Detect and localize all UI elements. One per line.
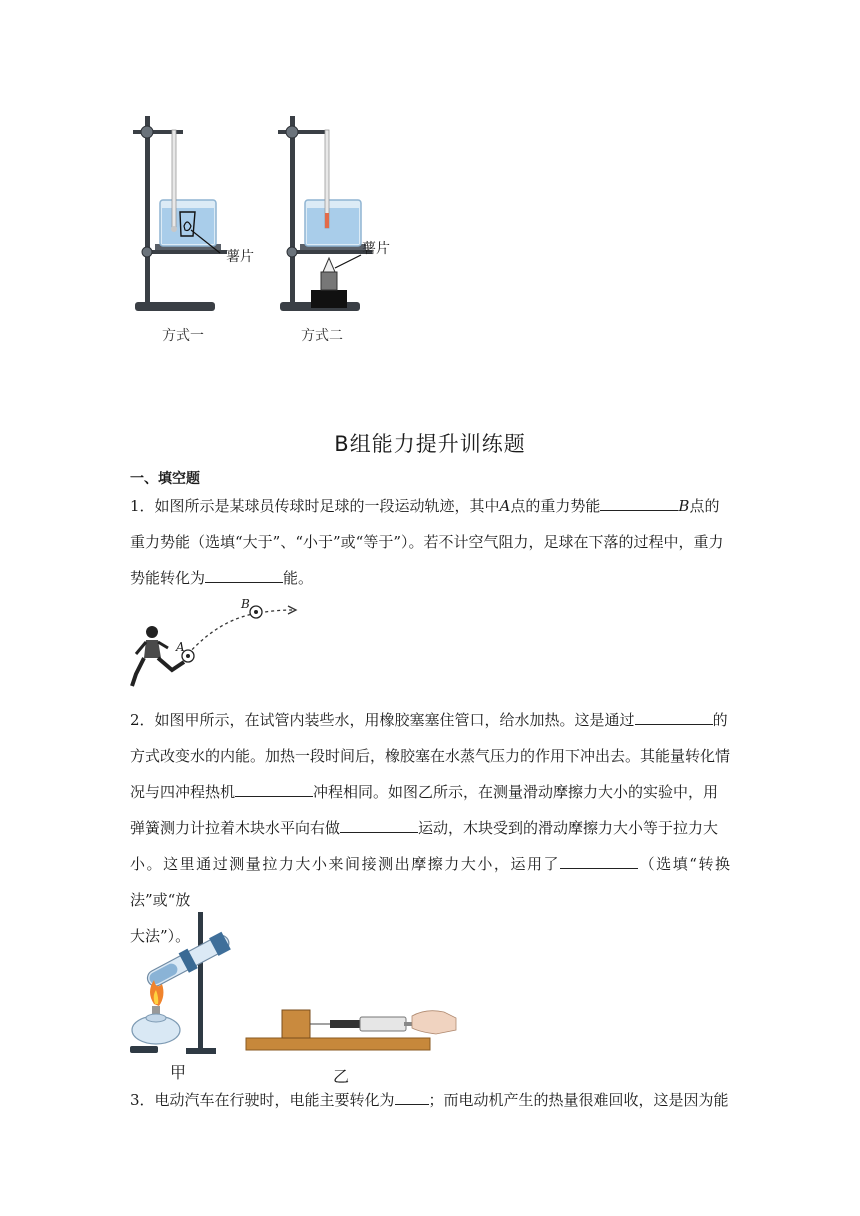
blank-1-2[interactable] — [205, 566, 283, 583]
blank-1-1[interactable] — [600, 494, 678, 511]
stand-method-one — [133, 116, 227, 311]
figure-yi-label: 乙 — [333, 1067, 350, 1086]
q2-line-6: 大法”）。 — [130, 927, 191, 945]
var-a: A — [499, 497, 511, 515]
method-two-caption: 方式二 — [301, 328, 343, 344]
football-trajectory-figure — [128, 596, 303, 692]
blank-2-4[interactable] — [560, 852, 638, 869]
q2-line-2: 方式改变水的内能。加热一段时间后，橡胶塞在水蒸气压力的作用下冲出去。其能量转化情 — [130, 747, 731, 765]
trajectory-point-b: B — [241, 597, 250, 611]
section-title: B组能力提升训练题 — [334, 432, 526, 456]
q2-line-1: 2．如图甲所示，在试管内装些水，用橡胶塞塞住管口，给水加热。这是通过 的 — [130, 702, 730, 738]
method-one-caption: 方式一 — [162, 328, 204, 344]
chip-label-one: 薯片 — [226, 249, 254, 265]
q2-line-4: 弹簧测力计拉着木块水平向右做 运动，木块受到的滑动摩擦力大小等于拉力大 — [130, 810, 730, 846]
q1-line-2: 重力势能（选填“大于”、“小于”或“等于”）。若不计空气阻力，足球在下落的过程中，重力 — [130, 533, 724, 551]
question-3 — [130, 1082, 730, 1118]
test-tube-heating-figure — [126, 908, 236, 1060]
question-1 — [130, 488, 730, 596]
subheading-fill-blank: 一、填空题 — [130, 471, 200, 487]
heating-methods-figure — [125, 108, 395, 353]
blank-3-1[interactable] — [395, 1088, 429, 1105]
q1-line-1: 1．如图所示是某球员传球时足球的一段运动轨迹，其中A点的重力势能 B点的 — [130, 488, 730, 524]
blank-2-1[interactable] — [635, 708, 713, 725]
stand-method-two — [278, 116, 372, 311]
trajectory-point-a: A — [176, 640, 185, 654]
q2-line-3: 况与四冲程热机 冲程相同。如图乙所示，在测量滑动摩擦力大小的实验中，用 — [130, 774, 730, 810]
var-b: B — [678, 497, 690, 515]
blank-2-3[interactable] — [340, 816, 418, 833]
friction-experiment-figure — [244, 1000, 459, 1056]
chip-label-two: 薯片 — [362, 241, 390, 257]
q2-line-5: 小。这里通过测量拉力大小来间接测出摩擦力大小，运用了 （选填“转换法”或“放 — [130, 846, 730, 918]
figure-jia-label: 甲 — [170, 1063, 187, 1082]
q3-line-1: 3．电动汽车在行驶时，电能主要转化为 ；而电动机产生的热量很难回收，这是因为能 — [130, 1082, 730, 1118]
blank-2-2[interactable] — [235, 780, 313, 797]
q1-line-3: 势能转化为 能。 — [130, 560, 730, 596]
